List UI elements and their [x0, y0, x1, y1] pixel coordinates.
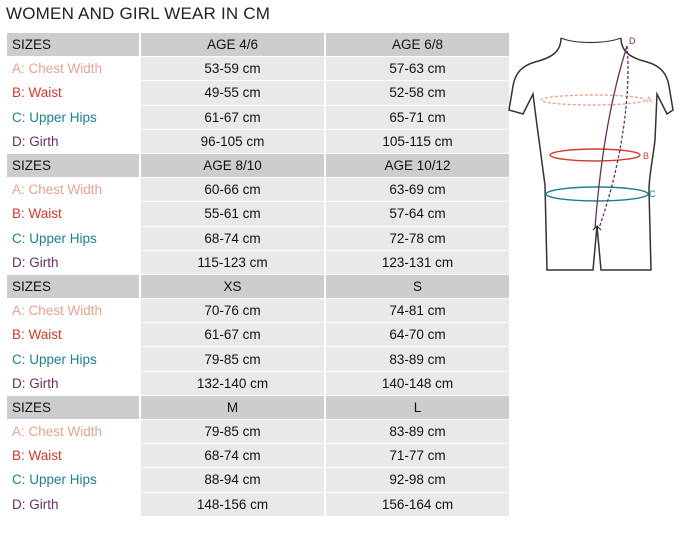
table-row: [7, 130, 509, 153]
measurement-cell: 92-98 cm: [326, 468, 509, 491]
chest-width-label: A: Chest Width: [12, 182, 103, 198]
table-row: [7, 420, 509, 443]
measurement-cell: 68-74 cm: [141, 227, 324, 250]
body-measurement-diagram: [505, 30, 675, 280]
measurement-cell: 60-66 cm: [141, 178, 324, 201]
measurement-cell: 123-131 cm: [326, 251, 509, 274]
size-chart-table: [5, 32, 511, 517]
table-row: [7, 178, 509, 201]
table-row: [7, 299, 509, 322]
size-header-row: [7, 275, 509, 298]
measurement-cell: 132-140 cm: [141, 372, 324, 395]
measurement-cell: 61-67 cm: [141, 323, 324, 346]
sizes-header-label: SIZES: [7, 396, 139, 419]
measurement-cell: 68-74 cm: [141, 444, 324, 467]
measurement-cell: 83-89 cm: [326, 420, 509, 443]
measurement-cell: 63-69 cm: [326, 178, 509, 201]
neck-line: [561, 38, 621, 43]
upper-hips-label: C: Upper Hips: [12, 351, 97, 367]
measurement-cell: 148-156 cm: [141, 493, 324, 516]
table-row: [7, 227, 509, 250]
measurement-cell: 72-78 cm: [326, 227, 509, 250]
measurement-cell: 53-59 cm: [141, 57, 324, 80]
waist-label: B: Waist: [12, 85, 62, 101]
girth-label: D: Girth: [12, 375, 59, 391]
girth-label: D: Girth: [12, 496, 59, 512]
size-column-header: XS: [141, 275, 324, 298]
chest-measure-line: [541, 95, 645, 105]
chest-width-label: A: Chest Width: [12, 61, 103, 77]
measurement-cell: 79-85 cm: [141, 420, 324, 443]
measurement-cell: 55-61 cm: [141, 202, 324, 225]
girth-marker-label: D: [629, 36, 636, 46]
sizes-header-label: SIZES: [7, 275, 139, 298]
table-row: [7, 323, 509, 346]
page-title: WOMEN AND GIRL WEAR IN CM: [6, 4, 271, 23]
table-row: [7, 81, 509, 104]
waist-label: B: Waist: [12, 448, 62, 464]
measurement-cell: 115-123 cm: [141, 251, 324, 274]
table-row: [7, 493, 509, 516]
chest-width-label: A: Chest Width: [12, 303, 103, 319]
measurement-cell: 83-89 cm: [326, 347, 509, 370]
measurement-cell: 65-71 cm: [326, 106, 509, 129]
size-column-header: S: [326, 275, 509, 298]
measurement-cell: 79-85 cm: [141, 347, 324, 370]
measurement-cell: 52-58 cm: [326, 81, 509, 104]
sizes-header-label: SIZES: [7, 33, 139, 56]
size-header-row: [7, 154, 509, 177]
measurement-cell: 74-81 cm: [326, 299, 509, 322]
measurement-cell: 105-115 cm: [326, 130, 509, 153]
sizes-header-label: SIZES: [7, 154, 139, 177]
measurement-cell: 64-70 cm: [326, 323, 509, 346]
upper-hips-label: C: Upper Hips: [12, 472, 97, 488]
measurement-cell: 88-94 cm: [141, 468, 324, 491]
size-header-row: [7, 33, 509, 56]
waist-measure-line: [550, 149, 640, 161]
table-row: [7, 444, 509, 467]
measurement-cell: 49-55 cm: [141, 81, 324, 104]
table-row: [7, 106, 509, 129]
upper-hips-label: C: Upper Hips: [12, 230, 97, 246]
measurement-cell: 156-164 cm: [326, 493, 509, 516]
table-row: [7, 468, 509, 491]
waist-marker-label: B: [643, 151, 650, 161]
table-row: [7, 251, 509, 274]
waist-label: B: Waist: [12, 206, 62, 222]
chest-marker-label: A: [646, 95, 653, 105]
table-row: [7, 57, 509, 80]
measurement-cell: 57-64 cm: [326, 202, 509, 225]
measurement-cell: 140-148 cm: [326, 372, 509, 395]
waist-label: B: Waist: [12, 327, 62, 343]
size-column-header: AGE 4/6: [141, 33, 324, 56]
measurement-cell: 70-76 cm: [141, 299, 324, 322]
measurement-cell: 61-67 cm: [141, 106, 324, 129]
size-column-header: M: [141, 396, 324, 419]
girth-label: D: Girth: [12, 133, 59, 149]
size-column-header: L: [326, 396, 509, 419]
size-column-header: AGE 6/8: [326, 33, 509, 56]
upper-hips-marker-label: C: [649, 189, 656, 199]
table-row: [7, 372, 509, 395]
measurement-cell: 57-63 cm: [326, 57, 509, 80]
upper-hips-label: C: Upper Hips: [12, 109, 97, 125]
girth-label: D: Girth: [12, 254, 59, 270]
size-header-row: [7, 396, 509, 419]
table-row: [7, 347, 509, 370]
size-column-header: AGE 8/10: [141, 154, 324, 177]
chest-width-label: A: Chest Width: [12, 424, 103, 440]
measurement-cell: 96-105 cm: [141, 130, 324, 153]
measurement-cell: 71-77 cm: [326, 444, 509, 467]
size-column-header: AGE 10/12: [326, 154, 509, 177]
table-row: [7, 202, 509, 225]
